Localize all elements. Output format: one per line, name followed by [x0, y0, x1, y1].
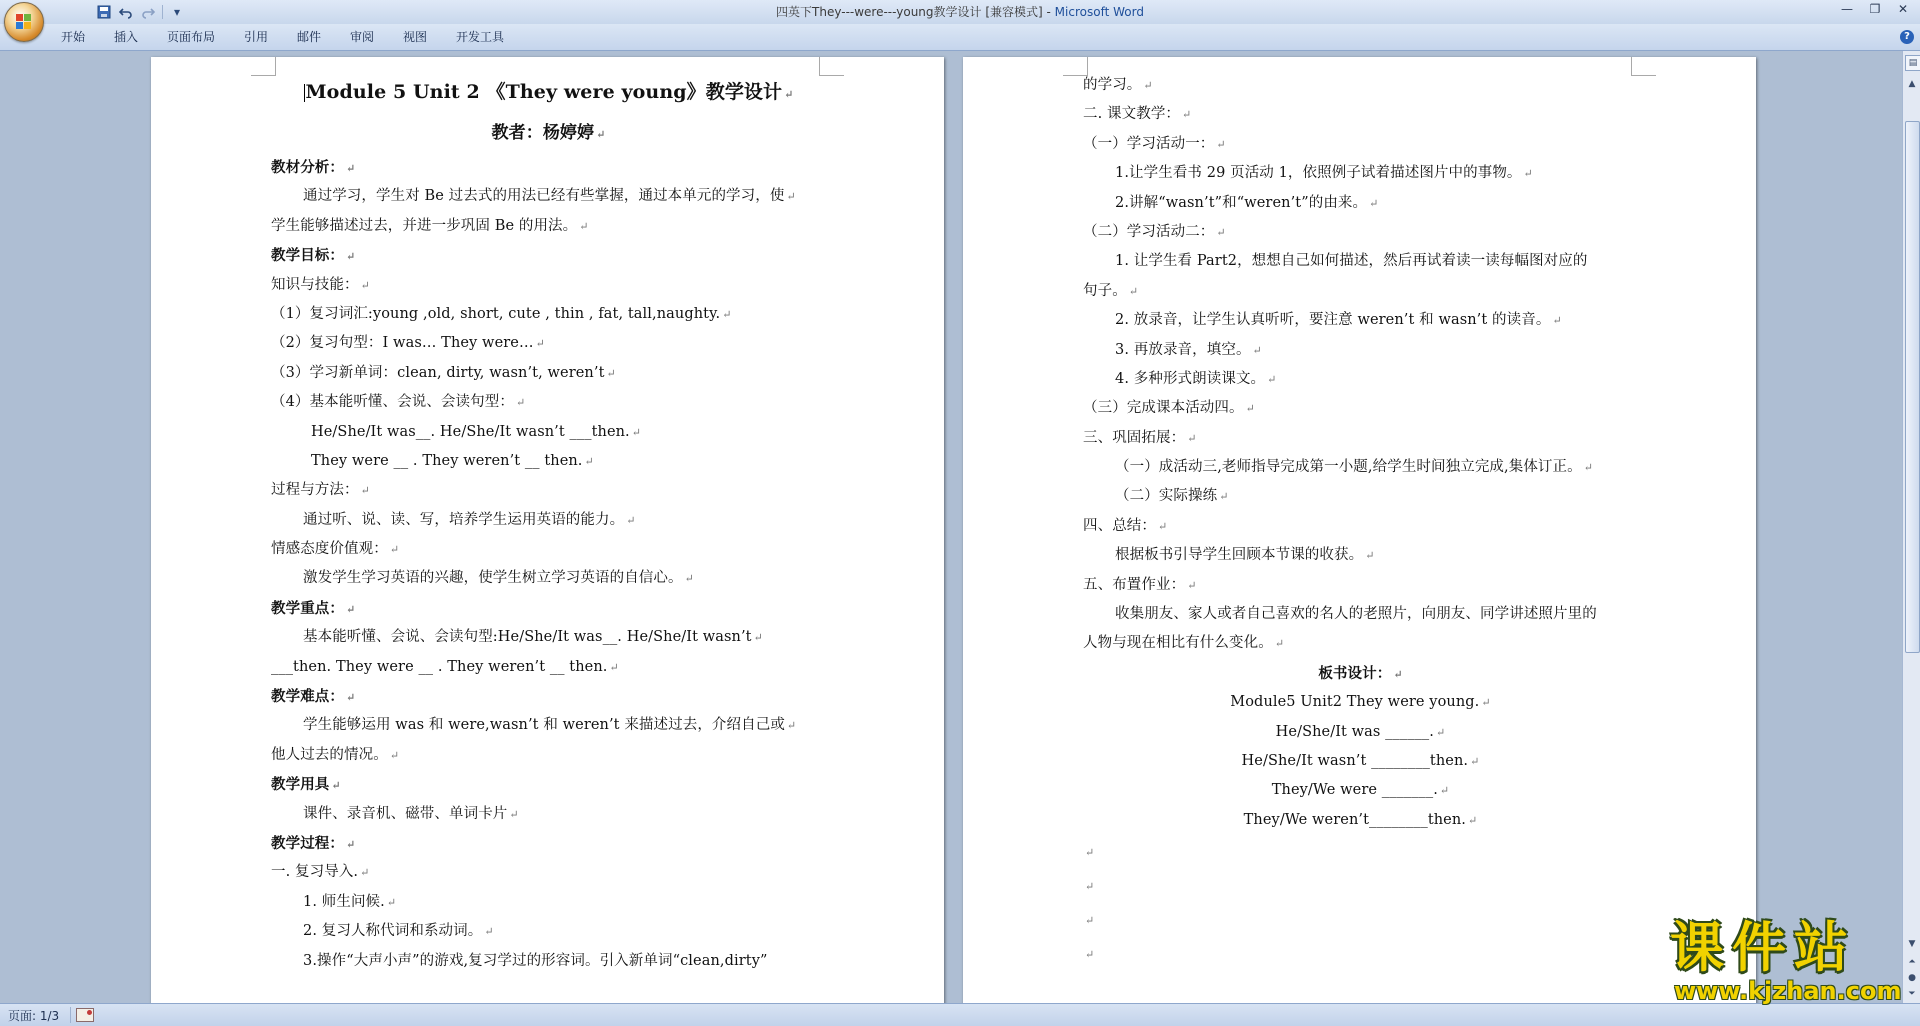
- watermark-text: 课件站: [1670, 916, 1856, 979]
- paragraph-mark-icon: ↵: [1583, 461, 1594, 475]
- paragraph-mark-icon: ↵: [1158, 519, 1168, 533]
- paragraph-mark-icon: ↵: [346, 602, 356, 616]
- doc-line-text: He/She/It was ______.: [1275, 723, 1434, 740]
- paragraph-mark-icon: ↵: [786, 190, 796, 204]
- doc-line-text: （一）成活动三,老师指导完成第一小题,给学生时间独立完成,集体订正。: [1115, 459, 1582, 476]
- doc-line: [271, 241, 826, 270]
- doc-line-text: 过程与方法：: [271, 482, 359, 499]
- paragraph-mark-icon: ↵: [609, 660, 619, 674]
- doc-line: [1083, 424, 1638, 453]
- doc-line-text: 教学重点：: [271, 599, 344, 617]
- paragraph-mark-icon: ↵: [1552, 314, 1562, 328]
- office-logo-icon: [16, 14, 32, 30]
- paragraph-mark-icon: ↵: [1187, 431, 1197, 445]
- minimize-icon[interactable]: —: [1841, 2, 1853, 16]
- tab-page-layout[interactable]: 页面布局: [167, 30, 216, 44]
- undo-icon[interactable]: [118, 4, 134, 20]
- text-cursor: [304, 84, 305, 102]
- doc-line-text: 知识与技能：: [271, 276, 359, 293]
- paragraph-mark-icon: ↵: [509, 807, 519, 821]
- page-2-text[interactable]: [1083, 71, 1638, 971]
- doc-line-text: 教材分析：: [271, 159, 344, 176]
- doc-line-text: 四、总结：: [1083, 517, 1156, 534]
- doc-line: [271, 858, 826, 887]
- paragraph-mark-icon: ↵: [1085, 846, 1095, 860]
- doc-line: [271, 682, 826, 711]
- doc-line-text: （二）实际操练: [1115, 488, 1218, 505]
- doc-line: [1083, 835, 1638, 869]
- tab-view[interactable]: 视图: [403, 30, 428, 44]
- doc-line: [271, 506, 826, 535]
- doc-line-text: 教学用具: [271, 776, 330, 794]
- doc-line-text: 五、布置作业：: [1083, 576, 1186, 593]
- doc-line: [1083, 937, 1638, 971]
- doc-line: [1083, 306, 1638, 335]
- doc-line: [1083, 776, 1638, 805]
- tab-mailings[interactable]: 邮件: [297, 30, 322, 44]
- doc-line-text: 2. 放录音，让学生认真听听，要注意 weren’t 和 wasn’t 的读音。: [1115, 312, 1551, 329]
- tab-insert[interactable]: 插入: [114, 30, 139, 44]
- doc-line: [271, 212, 826, 241]
- paragraph-mark-icon: ↵: [360, 866, 370, 880]
- help-icon[interactable]: ?: [1900, 30, 1914, 44]
- paragraph-mark-icon: ↵: [346, 691, 356, 705]
- status-bar: [0, 1003, 1920, 1026]
- title-bar: [0, 0, 1920, 25]
- doc-line: [1083, 718, 1638, 747]
- doc-line: [271, 329, 826, 358]
- doc-line: [271, 917, 826, 946]
- paragraph-mark-icon: ↵: [584, 454, 594, 468]
- doc-line: [1083, 453, 1638, 482]
- doc-line: [1083, 189, 1638, 218]
- paragraph-mark-icon: ↵: [1365, 549, 1375, 563]
- doc-line: [271, 71, 826, 113]
- doc-line: [271, 594, 826, 623]
- scroll-up-icon[interactable]: ▲: [1908, 79, 1916, 89]
- doc-line-text: 学生能够描述过去，并进一步巩固 Be 的用法。: [271, 217, 578, 234]
- scroll-down-icon[interactable]: ▼: [1908, 939, 1916, 949]
- doc-line: [271, 711, 826, 740]
- doc-line: [271, 800, 826, 829]
- doc-line: [1083, 747, 1638, 776]
- doc-line-text: 激发学生学习英语的兴趣，使学生树立学习英语的自信心。: [303, 570, 683, 587]
- doc-line-text: 通过听、说、读、写，培养学生运用英语的能力。: [303, 511, 625, 528]
- paragraph-mark-icon: ↵: [1085, 914, 1095, 928]
- doc-line: [1083, 159, 1638, 188]
- doc-line-text: 教者：杨婷婷: [491, 123, 595, 143]
- doc-line-text: 3.操作“大声小声”的游戏,复习学过的形容词。引入新单词“clean,dirty”: [303, 952, 768, 969]
- watermark-url: www.kjzhan.com: [1674, 977, 1902, 1005]
- paragraph-mark-icon: ↵: [1481, 696, 1491, 710]
- paragraph-mark-icon: ↵: [386, 895, 397, 909]
- doc-line: [271, 770, 826, 799]
- doc-line: [1083, 600, 1638, 629]
- paragraph-mark-icon: ↵: [1187, 578, 1197, 592]
- office-button[interactable]: [4, 2, 44, 42]
- paragraph-mark-icon: ↵: [1468, 813, 1478, 827]
- doc-line: [1083, 218, 1638, 247]
- doc-line-text: 教学过程：: [271, 834, 344, 852]
- doc-line-text: 他人过去的情况。: [271, 746, 388, 763]
- doc-line: [271, 300, 826, 329]
- paragraph-mark-icon: ↵: [1439, 784, 1450, 798]
- doc-line: [271, 947, 826, 976]
- paragraph-mark-icon: ↵: [722, 307, 732, 321]
- tab-home[interactable]: 开始: [61, 30, 86, 44]
- tab-review[interactable]: 审阅: [350, 30, 375, 44]
- paragraph-mark-icon: ↵: [331, 779, 341, 793]
- paragraph-mark-icon: ↵: [484, 925, 494, 939]
- page-2: [963, 57, 1756, 1003]
- doc-line-text: （2）复习句型：I was… They were…: [271, 335, 534, 352]
- dropdown-icon[interactable]: ▾: [173, 5, 181, 19]
- paragraph-mark-icon: ↵: [1252, 343, 1262, 357]
- doc-line: [271, 741, 826, 770]
- site-watermark-logo: [1670, 918, 1906, 1006]
- paragraph-mark-icon: ↵: [346, 837, 356, 851]
- doc-line-text: （4）基本能听懂、会说、会读句型：: [271, 394, 514, 411]
- doc-line-text: 4. 多种形式朗读课文。: [1115, 370, 1266, 387]
- doc-line-text: 1.让学生看书 29 页活动 1，依照例子试着描述图片中的事物。: [1115, 165, 1522, 182]
- doc-line-text: 句子。: [1083, 282, 1127, 299]
- paragraph-mark-icon: ↵: [1216, 225, 1226, 239]
- paragraph-mark-icon: ↵: [346, 250, 356, 264]
- vertical-scrollbar[interactable]: [1902, 51, 1920, 1003]
- doc-line: [271, 476, 826, 505]
- doc-line-text: 收集朋友、家人或者自己喜欢的名人的老照片，向朋友、同学讲述照片里的: [1115, 606, 1597, 623]
- doc-line-text: They were __ . They weren’t __ then.: [311, 452, 583, 469]
- doc-line: [271, 623, 826, 652]
- doc-line: [1083, 571, 1638, 600]
- paragraph-mark-icon: ↵: [1267, 372, 1277, 386]
- paragraph-mark-icon: ↵: [535, 337, 545, 351]
- ribbon-tabs: [0, 24, 1920, 51]
- doc-line-text: 1. 师生问候.: [303, 893, 385, 910]
- paragraph-mark-icon: ↵: [1085, 880, 1095, 894]
- doc-line: [271, 153, 826, 182]
- document-workspace: [0, 51, 1902, 1003]
- doc-line: [1083, 806, 1638, 835]
- tab-references[interactable]: 引用: [244, 30, 269, 44]
- window-controls: [1834, 0, 1916, 22]
- doc-line-text: He/She/It was__. He/She/It wasn’t ___then.: [311, 423, 630, 440]
- doc-line: [1083, 247, 1638, 276]
- doc-line: [1083, 365, 1638, 394]
- doc-line: [271, 535, 826, 564]
- paragraph-mark-icon: ↵: [1393, 667, 1403, 681]
- doc-line: [271, 359, 826, 388]
- doc-line-text: （3）学习新单词：clean, dirty, wasn’t, weren’t: [271, 364, 605, 381]
- doc-line-text: 人物与现在相比有什么变化。: [1083, 635, 1273, 652]
- doc-line: [1083, 71, 1638, 100]
- paragraph-mark-icon: ↵: [596, 128, 606, 141]
- paragraph-mark-icon: ↵: [626, 513, 636, 527]
- doc-line-text: 2. 复习人称代词和系动词。: [303, 923, 483, 940]
- doc-line: [271, 418, 826, 447]
- doc-line: [271, 447, 826, 476]
- doc-line-text: 2.讲解“wasn’t”和“weren’t”的由来。: [1115, 194, 1368, 211]
- doc-line-text: 学生能够运用 was 和 were,wasn’t 和 weren’t 来描述过去，介绍自己或: [303, 717, 785, 734]
- doc-line: [1083, 512, 1638, 541]
- save-icon[interactable]: [96, 4, 112, 20]
- doc-line-text: 教学目标：: [271, 247, 344, 265]
- paragraph-mark-icon: ↵: [360, 484, 370, 498]
- next-page-icon[interactable]: ⏷: [1908, 989, 1916, 999]
- doc-line: [1083, 482, 1638, 511]
- app-name: Microsoft Word: [1054, 5, 1144, 19]
- paragraph-mark-icon: ↵: [1085, 948, 1095, 962]
- doc-line-text: 1. 让学生看 Part2，想想自己如何描述，然后再试着读一读每幅图对应的: [1115, 253, 1588, 270]
- status-separator: [70, 1007, 71, 1023]
- paragraph-mark-icon: ↵: [684, 572, 694, 586]
- doc-line: [1083, 869, 1638, 903]
- paragraph-mark-icon: ↵: [1219, 490, 1229, 504]
- paragraph-mark-icon: ↵: [1216, 137, 1226, 151]
- doc-line-text: 二. 课文教学：: [1083, 106, 1181, 123]
- macro-record-icon[interactable]: [76, 1008, 94, 1022]
- doc-line-text: 情感态度价值观：: [271, 541, 388, 558]
- close-icon[interactable]: ✕: [1897, 2, 1909, 16]
- doc-line-text: Module5 Unit2 They were young.: [1230, 694, 1480, 711]
- doc-line: [271, 888, 826, 917]
- doc-line: [271, 564, 826, 593]
- paragraph-mark-icon: ↵: [1182, 108, 1192, 122]
- paragraph-mark-icon: ↵: [1245, 402, 1255, 416]
- doc-line: [1083, 659, 1638, 688]
- paragraph-mark-icon: ↵: [753, 631, 763, 645]
- doc-line: [271, 829, 826, 858]
- paragraph-mark-icon: ↵: [631, 425, 642, 439]
- doc-line-text: 三、巩固拓展：: [1083, 429, 1186, 446]
- doc-line-text: （二）学习活动二：: [1083, 223, 1215, 240]
- paragraph-mark-icon: ↵: [389, 543, 400, 557]
- doc-line: [1083, 100, 1638, 129]
- paragraph-mark-icon: ↵: [1143, 79, 1153, 92]
- previous-page-icon[interactable]: ⏶: [1908, 957, 1916, 967]
- ruler-toggle-icon[interactable]: ▤: [1905, 55, 1920, 71]
- paragraph-mark-icon: ↵: [1274, 637, 1285, 651]
- doc-line-text: 的学习。: [1083, 77, 1142, 93]
- doc-line: [1083, 277, 1638, 306]
- doc-line: [1083, 130, 1638, 159]
- doc-line-text: 通过学习，学生对 Be 过去式的用法已经有些掌握，通过本单元的学习，使: [303, 188, 785, 205]
- tab-developer[interactable]: 开发工具: [456, 30, 505, 44]
- doc-line-text: 基本能听懂、会说、会读句型:He/She/It was__. He/She/It wasn’t: [303, 629, 752, 646]
- page-number-status[interactable]: 页面: 1/3: [8, 1009, 60, 1023]
- doc-line-text: 3. 再放录音，填空。: [1115, 341, 1251, 358]
- doc-line: [271, 182, 826, 211]
- doc-line: [271, 113, 826, 153]
- doc-line-text: 教学难点：: [271, 688, 344, 706]
- paragraph-mark-icon: ↵: [1470, 754, 1480, 768]
- doc-line-text: 根据板书引导学生回顾本节课的收获。: [1115, 547, 1364, 564]
- doc-line: [1083, 629, 1638, 658]
- paragraph-mark-icon: ↵: [1369, 196, 1379, 210]
- doc-line: [1083, 394, 1638, 423]
- page-1: [151, 57, 944, 1003]
- doc-line-text: （一）学习活动一：: [1083, 135, 1215, 152]
- doc-line-text: （三）完成课本活动四。: [1083, 400, 1244, 417]
- select-browse-object-icon[interactable]: ●: [1908, 973, 1916, 983]
- paragraph-mark-icon: ↵: [1436, 725, 1446, 739]
- restore-icon[interactable]: ❐: [1869, 2, 1881, 16]
- doc-line-text: 课件、录音机、磁带、单词卡片: [303, 805, 508, 822]
- paragraph-mark-icon: ↵: [1128, 284, 1139, 298]
- page-1-text[interactable]: [271, 71, 826, 976]
- doc-line: [271, 653, 826, 682]
- doc-line-text: They/We were _______.: [1271, 782, 1438, 799]
- quick-access-toolbar: [50, 3, 185, 21]
- doc-line-text: 板书设计：: [1318, 664, 1392, 682]
- qat-separator: [162, 5, 163, 19]
- paragraph-mark-icon: ↵: [360, 278, 370, 292]
- doc-line: [1083, 336, 1638, 365]
- paragraph-mark-icon: ↵: [606, 366, 616, 380]
- paragraph-mark-icon: ↵: [1523, 167, 1533, 181]
- doc-line-text: （1）复习词汇:young ,old, short, cute , thin , fat, tall,naughty.: [271, 305, 721, 322]
- doc-line-text: ___then. They were __ . They weren’t __ then.: [271, 658, 608, 675]
- doc-line: [1083, 688, 1638, 717]
- doc-line-text: Module 5 Unit 2 《They were young》教学设计: [305, 81, 783, 103]
- paragraph-mark-icon: ↵: [786, 719, 797, 733]
- paragraph-mark-icon: ↵: [346, 162, 356, 175]
- doc-line-text: They/We weren’t________then.: [1243, 811, 1467, 828]
- doc-line-text: He/She/It wasn’t ________then.: [1241, 752, 1469, 769]
- redo-icon[interactable]: [140, 4, 156, 20]
- document-title: 四英下They---were---young教学设计 [兼容模式] -: [776, 5, 1055, 19]
- doc-line-text: 一. 复习导入.: [271, 864, 359, 881]
- paragraph-mark-icon: ↵: [784, 88, 794, 101]
- doc-line: [1083, 903, 1638, 937]
- scroll-thumb[interactable]: [1905, 121, 1920, 653]
- doc-line: [271, 388, 826, 417]
- paragraph-mark-icon: ↵: [579, 219, 589, 233]
- doc-line: [1083, 541, 1638, 570]
- doc-line: [271, 271, 826, 300]
- paragraph-mark-icon: ↵: [389, 748, 400, 762]
- paragraph-mark-icon: ↵: [515, 396, 526, 410]
